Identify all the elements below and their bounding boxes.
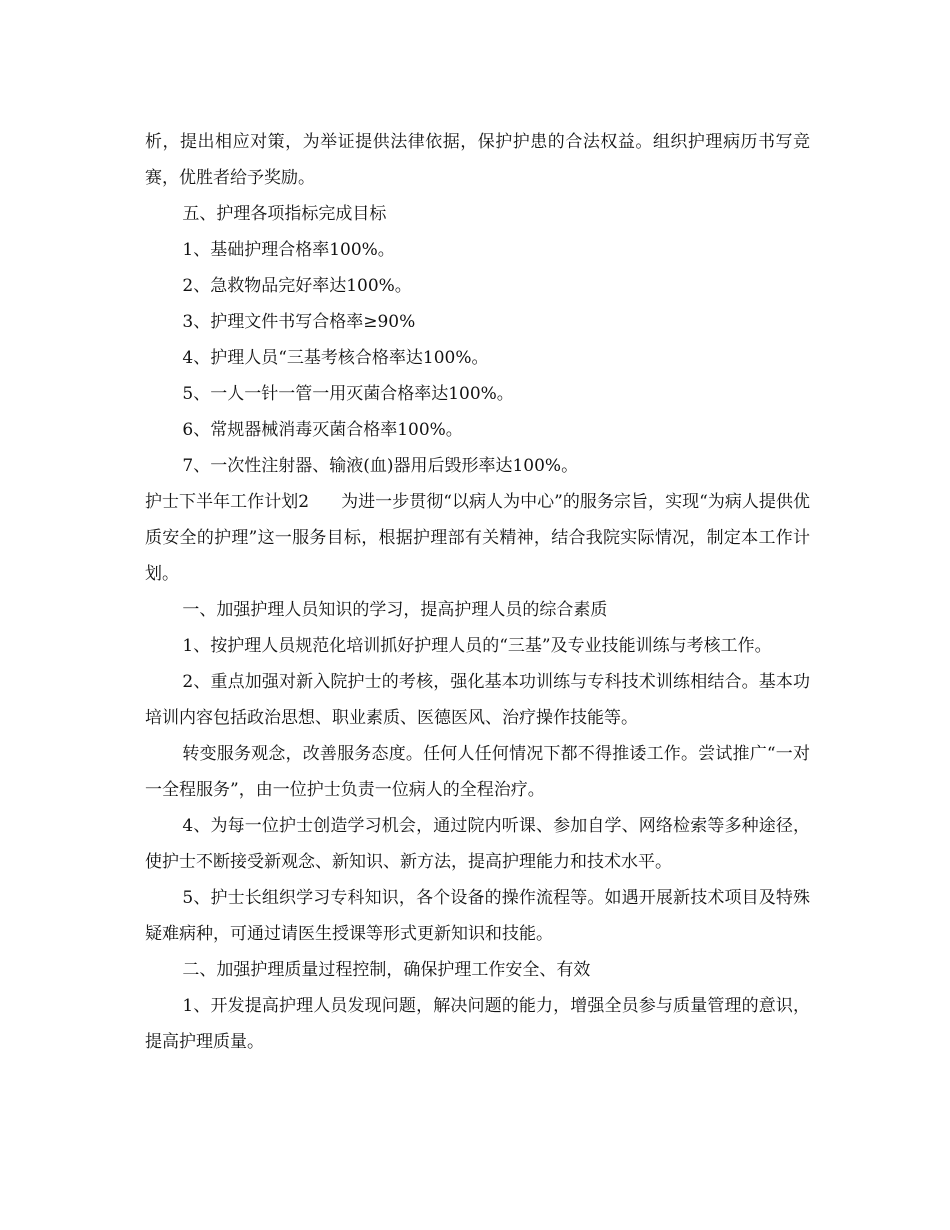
list-item: 5、护士长组织学习专科知识，各个设备的操作流程等。如遇开展新技术项目及特殊疑难病种，可通过请医生授课等形式更新知识和技能。 — [145, 888, 810, 944]
plan-title: 护士下半年工作计划2 — [145, 492, 310, 512]
list-item: 2、急救物品完好率达100%。 — [182, 276, 412, 296]
list-item: 6、常规器械消毒灭菌合格率100%。 — [182, 420, 463, 440]
list-item: 1、基础护理合格率100%。 — [182, 240, 395, 260]
list-item: 7、一次性注射器、输液(血)器用后毁形率达100%。 — [182, 456, 579, 476]
plan-intro-text: 为进一步贯彻“以病人为中心”的服务宗旨，实现“为病人提供优质安全的护理”这一服务目标，根据护理部有关精神，结合我院实际情况，制定本工作计划。 — [145, 492, 810, 584]
list-item: 4、护理人员“三基考核合格率达100%。 — [182, 348, 489, 368]
list-item: 2、重点加强对新入院护士的考核，强化基本功训练与专科技术训练相结合。基本功培训内容包括政治思想、职业素质、医德医风、治疗操作技能等。 — [145, 672, 810, 728]
document-body — [145, 124, 810, 1060]
section-heading-quality: 二、加强护理质量过程控制，确保护理工作安全、有效 — [182, 960, 591, 980]
list-item: 1、按护理人员规范化培训抓好护理人员的“三基”及专业技能训练与考核工作。 — [182, 636, 772, 656]
section-heading-study: 一、加强护理人员知识的学习，提高护理人员的综合素质 — [182, 600, 608, 620]
paragraph: 析，提出相应对策，为举证提供法律依据，保护护患的合法权益。组织护理病历书写竞赛，优胜者给予奖励。 — [145, 132, 810, 188]
plan-intro-paragraph — [145, 484, 810, 592]
list-item: 4、为每一位护士创造学习机会，通过院内听课、参加自学、网络检索等多种途径，使护士不断接受新观念、新知识、新方法，提高护理能力和技术水平。 — [145, 816, 810, 872]
list-item: 转变服务观念，改善服务态度。任何人任何情况下都不得推诿工作。尝试推广“一对一全程服务”，由一位护士负责一位病人的全程治疗。 — [145, 744, 810, 800]
list-item: 1、开发提高护理人员发现问题，解决问题的能力，增强全员参与质量管理的意识，提高护理质量。 — [145, 996, 810, 1052]
list-item: 3、护理文件书写合格率≥90% — [182, 312, 416, 332]
section-heading-targets: 五、护理各项指标完成目标 — [182, 204, 387, 224]
list-item: 5、一人一针一管一用灭菌合格率达100%。 — [182, 384, 514, 404]
